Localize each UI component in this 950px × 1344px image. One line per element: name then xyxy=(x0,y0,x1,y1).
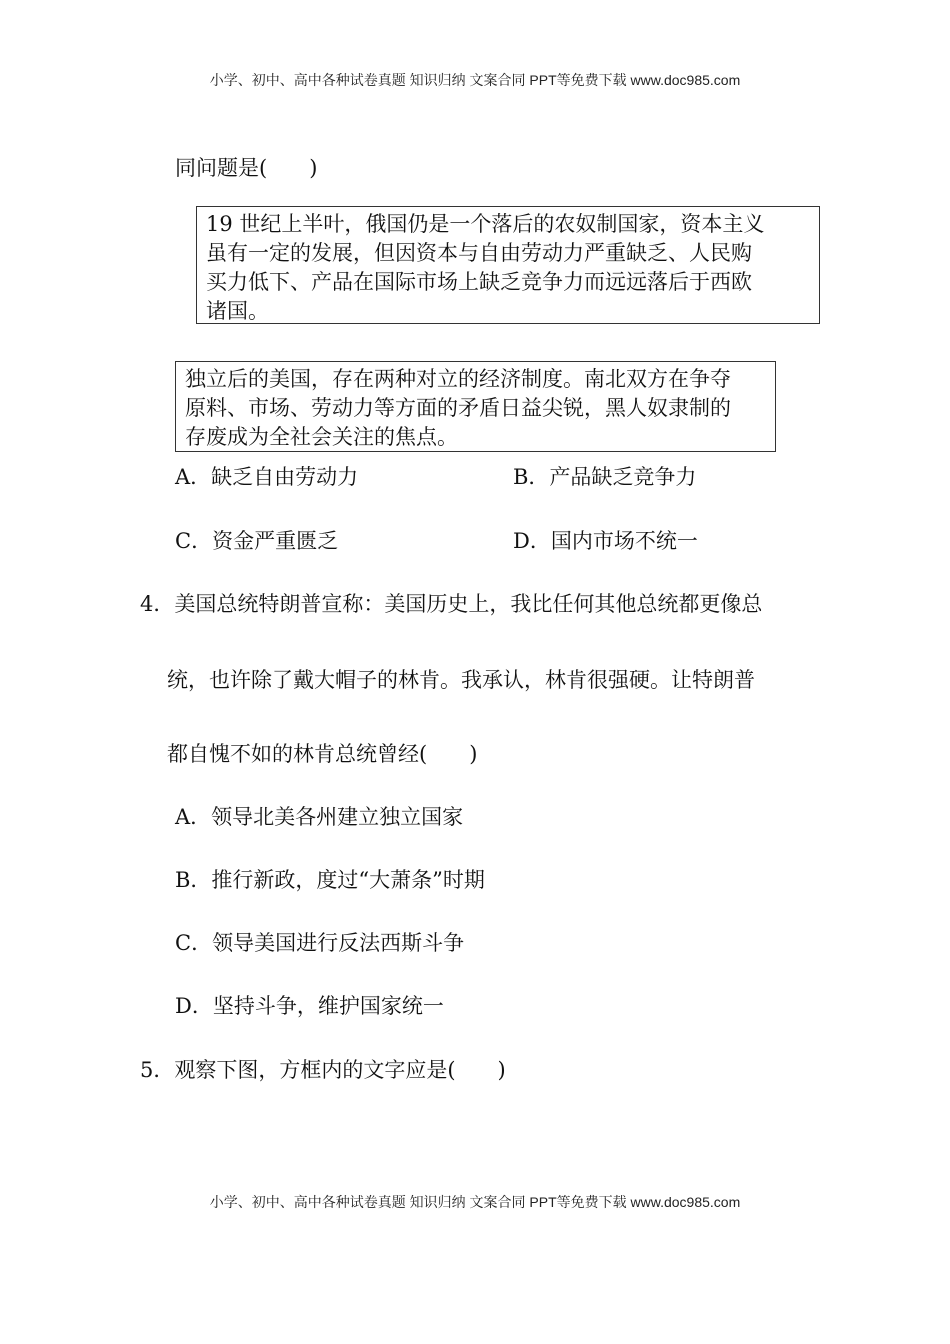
q4-stem-line-2: 统，也许除了戴大帽子的林肯。我承认，林肯很强硬。让特朗普 xyxy=(167,668,755,692)
q3-option-d[interactable]: D．国内市场不统一 xyxy=(513,529,698,553)
q3-material-box-2 xyxy=(175,361,776,452)
material-2-line: 独立后的美国，存在两种对立的经济制度。南北双方在争夺 xyxy=(185,367,731,391)
q4-option-d[interactable]: D．坚持斗争，维护国家统一 xyxy=(175,994,444,1018)
q3-option-c[interactable]: C．资金严重匮乏 xyxy=(175,529,339,553)
material-1-line: 虽有一定的发展，但因资本与自由劳动力严重缺乏、人民购 xyxy=(206,241,752,265)
q4-option-c[interactable]: C．领导美国进行反法西斯斗争 xyxy=(175,931,465,955)
q4-stem-line-3: 都自愧不如的林肯总统曾经( ) xyxy=(167,742,478,766)
q3-option-a[interactable]: A．缺乏自由劳动力 xyxy=(175,465,359,489)
q3-material-box-1 xyxy=(196,206,820,324)
page-footer: 小学、初中、高中各种试卷真题 知识归纳 文案合同 PPT等免费下载 www.doc985.com xyxy=(209,1194,741,1210)
q4-stem-line-1: 4．美国总统特朗普宣称：美国历史上，我比任何其他总统都更像总 xyxy=(140,592,763,616)
q4-option-a[interactable]: A．领导北美各州建立独立国家 xyxy=(175,805,464,829)
material-1-line: 买力低下、产品在国际市场上缺乏竞争力而远远落后于西欧 xyxy=(206,270,752,294)
material-2-line: 存废成为全社会关注的焦点。 xyxy=(185,425,458,449)
page-header: 小学、初中、高中各种试卷真题 知识归纳 文案合同 PPT等免费下载 www.doc985.com xyxy=(209,72,741,88)
q5-stem: 5．观察下图，方框内的文字应是( ) xyxy=(140,1058,506,1082)
material-1-line: 19 世纪上半叶，俄国仍是一个落后的农奴制国家，资本主义 xyxy=(206,212,765,236)
material-2-line: 原料、市场、劳动力等方面的矛盾日益尖锐，黑人奴隶制的 xyxy=(185,396,731,420)
material-1-line: 诸国。 xyxy=(206,299,269,323)
q3-stem-tail: 同问题是( ) xyxy=(175,156,318,180)
q4-option-b[interactable]: B．推行新政，度过“大萧条”时期 xyxy=(175,868,485,892)
q3-option-b[interactable]: B．产品缺乏竞争力 xyxy=(513,465,697,489)
